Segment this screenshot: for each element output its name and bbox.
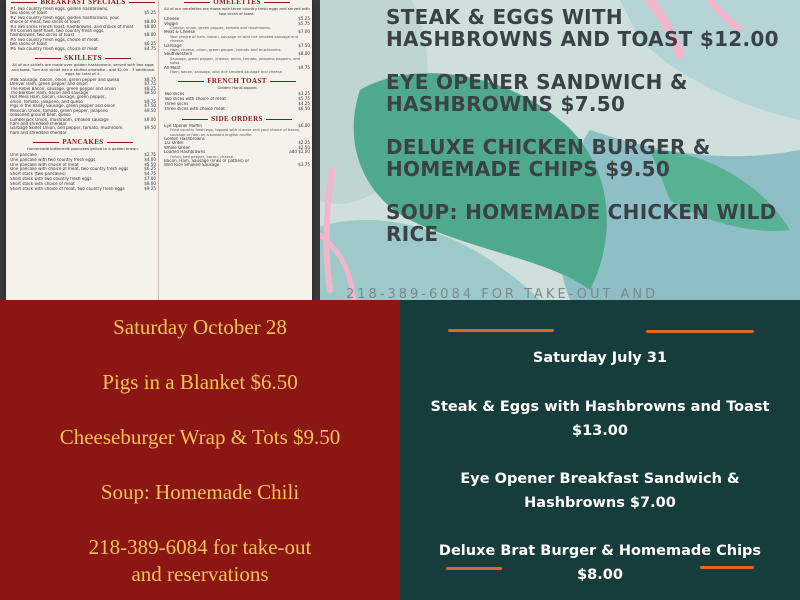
red-special-item: Cheeseburger Wrap & Tots $9.50 <box>59 425 341 449</box>
menu-item-price: $5.75 <box>298 95 310 101</box>
menu-item-name: Garbage <box>164 43 182 48</box>
pancakes-list <box>8 153 158 192</box>
menu-item-name: onion, tomato, jalapeno, and queso <box>10 99 83 104</box>
menu-item-price: $4.75 <box>144 45 156 51</box>
french-toast-heading: FRENCH TOAST <box>162 77 312 85</box>
orange-accent-line <box>448 329 554 332</box>
menu-item-row <box>162 107 312 112</box>
breakfast-specials-list <box>8 7 158 51</box>
menu-item-name: Short stack with choice of meat <box>10 182 75 187</box>
menu-item-name: Whole Order <box>164 145 190 150</box>
green-special-flyer <box>400 300 800 600</box>
menu-item-price: $9.50 <box>144 107 156 113</box>
menu-item-price: $9.50 <box>144 125 156 131</box>
menu-item-row <box>8 47 158 51</box>
menu-item-price: $7.00 <box>298 29 310 35</box>
menu-item-price: $7.50 <box>144 103 156 109</box>
menu-item-price: $6.00 <box>298 122 310 128</box>
pancakes-note: Homemade buttermilk pancakes grilled to a golden brown. <box>27 146 139 152</box>
menu-item-name: One pancake <box>10 152 37 157</box>
menu-item-name: seasoned ground beef, queso <box>10 113 71 118</box>
menu-item-price: $3.25 <box>298 91 310 97</box>
menu-item-price: $9.00 <box>144 116 156 122</box>
menu-item-name: Pigs in the Valley Sausage, green pepper and onion <box>10 104 116 109</box>
menu-item-price: $8.00 <box>298 51 310 57</box>
skillets-list <box>8 78 158 135</box>
menu-item-price: $5.25 <box>298 16 310 22</box>
menu-item-name: Short stack (two pancakes) <box>10 172 66 177</box>
menu-item-name: #1 Two country fresh eggs, golden hashbrowns, <box>10 7 109 11</box>
breakfast-specials-heading: BREAKFAST SPECIALS <box>8 0 158 6</box>
menu-item-name: One pancake with choice of meat, two country fresh eggs <box>10 167 129 172</box>
menu-item-description: Cheese, onion, green pepper, tomato and mushrooms. <box>170 26 272 30</box>
menu-right-column <box>162 0 312 300</box>
french-toast-note: Golden Hand-dipped <box>217 85 257 91</box>
menu-item-name: The Bomber Ham, bacon and sausage <box>10 91 89 96</box>
french-toast-list <box>162 92 312 112</box>
menu-item-name: Garbage Skillet Onion, bell pepper, tomato, mushroom, <box>10 126 124 131</box>
menu-item-description: Your choice of ham, bacon, sausage or wild rice smoked sausage and cheese. <box>170 34 298 44</box>
menu-item-price: $8.75 <box>144 76 156 82</box>
omelettes-note: All of our omelettes are made with three country fresh eggs and served with two slices of toast. <box>164 6 310 16</box>
menu-item-name: #2 Two country fresh eggs, golden hashbrowns, your <box>10 15 119 20</box>
menu-item-row <box>162 163 312 167</box>
menu-item-description: Ham, cheese, onion, green pepper, tomato and mushrooms. <box>170 48 282 53</box>
menu-item-name: Wild Rice Smoked Sausage <box>164 163 220 168</box>
menu-item-price: $4.25 <box>298 100 310 106</box>
menu-item-name: Two slices with choice of meat <box>164 96 226 101</box>
menu-item-price: $8.25 <box>144 85 156 91</box>
menu-item-price: $9.75 <box>298 64 310 70</box>
teal-special-item: SOUP: HOMEMADE CHICKEN WILD RICE <box>386 200 777 246</box>
menu-item-price: $8.00 <box>144 181 156 187</box>
menu-item-name: Three slices <box>164 101 189 106</box>
teal-special-items <box>386 6 786 266</box>
menu-item-name: hashbrowns, two slices of toast <box>10 33 75 38</box>
green-item-line: Deluxe Brat Burger & Homemade Chips <box>438 543 762 559</box>
menu-item-row <box>8 187 158 192</box>
red-contact-line: and reservations <box>131 562 269 586</box>
menu-item-price: add $2.00 <box>289 149 310 155</box>
menu-item-price: $5.25 <box>144 10 156 16</box>
menu-item-name: #6 Two country fresh eggs, choice of meat <box>10 46 98 51</box>
red-special-soup: Soup: Homemade Chili <box>100 480 300 504</box>
menu-item-name: 1/2 Order <box>164 141 184 146</box>
teal-phone-line: 218-389-6084 FOR TAKE-OUT AND <box>346 287 659 300</box>
skillets-heading: SKILLETS <box>8 54 158 62</box>
menu-item-name: #88 Sausage, bacon, onion, green pepper and queso <box>10 77 120 82</box>
green-special-date: Saturday July 31 <box>532 350 668 366</box>
menu-item-name: ham and shredded cheddar <box>10 130 67 135</box>
menu-item-name: #5 Two country fresh eggs, choice of meat, <box>10 37 100 42</box>
green-item-price: $8.00 <box>577 567 623 583</box>
menu-item-name: One pancake with choice of meat <box>10 162 79 167</box>
teal-special-item: DELUXE CHICKEN BURGER & HOMEMADE CHIPS $9.50 <box>386 135 711 181</box>
menu-item-name: Loaded Hashbrowns <box>164 150 206 155</box>
green-item-line: Eye Opener Breakfast Sandwich & <box>460 471 740 487</box>
orange-accent-line <box>646 330 754 333</box>
menu-item-description: Ham, bacon, sausage, wild rice smoked sausage and cheese. <box>170 70 284 75</box>
menu-item-price: $7.75 <box>144 81 156 87</box>
menu-item-description: Sausage, green pepper, cheese, onion, tomato, jalapeno peppers, and salsa. <box>170 56 301 66</box>
menu-item-name: two slices of toast <box>10 11 47 16</box>
menu-item-name: Southwestern <box>164 52 193 57</box>
pancakes-heading: PANCAKES <box>8 138 158 146</box>
menu-item-name: #3 Two slices French toast, hashbrowns, and choice of meat <box>10 24 134 29</box>
menu-item-name: Meat & Cheese <box>164 30 196 35</box>
menu-item-price: $7.50 <box>298 42 310 48</box>
menu-item-price: $4.75 <box>144 171 156 177</box>
menu-item-name: Short stack with choice of meat, two country fresh eggs <box>10 187 125 192</box>
menu-item-name: Eye Opener Muffin <box>164 123 202 128</box>
menu-left-column <box>8 0 158 300</box>
menu-item-price: $9.75 <box>144 98 156 104</box>
menu-item-price: $5.75 <box>298 20 310 26</box>
menu-item-name: All Meat <box>164 65 181 70</box>
menu-item-price: $5.50 <box>144 161 156 167</box>
skillets-note: All of our skillets are made over golden hashbrowns, served with two eggs and toast. Turn any skillet into a stuffed omelette - add $2.00 - 3 additional eggs for total of 4. <box>11 62 155 77</box>
teal-special-item: EYE OPENER SANDWICH & HASHBROWNS $7.50 <box>386 70 688 116</box>
green-special-item <box>400 395 800 443</box>
menu-item-name: #4 Corned beef hash, two country fresh eggs, <box>10 29 105 34</box>
menu-item-price: $4.00 <box>144 156 156 162</box>
omelettes-list <box>162 17 312 74</box>
menu-item-name: Two slices <box>164 92 185 97</box>
menu-item-name: Denver Ham, green pepper and onion <box>10 82 88 87</box>
menu-item-price: $7.00 <box>144 176 156 182</box>
green-item-price: $13.00 <box>572 423 628 439</box>
menu-item-row <box>8 131 158 135</box>
menu-page <box>6 0 312 300</box>
teal-special-item: STEAK & EGGS WITH HASHBROWNS AND TOAST $12.00 <box>386 5 779 51</box>
red-special-content <box>0 314 400 588</box>
menu-item-name: Short stack with two country fresh eggs <box>10 177 92 182</box>
menu-item-price: $2.75 <box>144 151 156 157</box>
menu-item-price: $8.00 <box>144 19 156 25</box>
menu-photo <box>0 0 320 300</box>
menu-item-name: Hot Mess Ham, bacon, sausage, green pepper, <box>10 95 106 100</box>
menu-item-name: One pancake with two country fresh eggs <box>10 157 96 162</box>
menu-item-name: ham and shredded cheddar <box>10 121 67 126</box>
menu-item-name: Golden Hashbrowns <box>164 136 205 141</box>
menu-item-price: $6.25 <box>144 166 156 172</box>
menu-item-price: $2.25 <box>298 140 310 146</box>
menu-item-price: $8.00 <box>144 23 156 29</box>
green-special-item <box>400 467 800 515</box>
menu-item-price: $6.25 <box>144 41 156 47</box>
green-item-price: Hashbrowns $7.00 <box>524 495 676 511</box>
menu-item-name: Veggie <box>164 21 178 26</box>
menu-item-description: Fried country fresh egg, topped with cheese and your choice of bacon, sausage or ham on a toasted english muffin. <box>170 128 301 137</box>
green-special-content <box>400 346 800 600</box>
menu-item-name: two slices of toast <box>10 42 47 47</box>
menu-item-price: $9.25 <box>144 186 156 192</box>
menu-item-price: $8.00 <box>144 32 156 38</box>
green-item-line: Steak & Eggs with Hashbrowns and Toast <box>430 399 770 415</box>
omelettes-heading: OMELETTES <box>162 0 312 6</box>
menu-item-price: $6.50 <box>298 105 310 111</box>
menu-column-divider <box>158 0 159 300</box>
menu-item-price: $3.75 <box>298 162 310 168</box>
menu-item-name: Cheese <box>164 17 180 22</box>
menu-item-name: Three slices with choice meat <box>164 106 225 111</box>
menu-item-name: Bacon, Ham, Sausage (links or patties) or <box>164 158 250 163</box>
side-orders-heading: SIDE ORDERS <box>162 115 312 123</box>
menu-item-name: Lumberjack Onion, mushroom, smoked sausage <box>10 117 109 122</box>
side-orders-list <box>162 124 312 168</box>
menu-item-description: Onion, bell pepper, bacon, cheese. <box>170 154 235 159</box>
teal-special-flyer <box>320 0 800 300</box>
red-contact-line: 218-389-6084 for take-out <box>88 535 312 559</box>
red-special-date: Saturday October 28 <box>113 315 287 339</box>
menu-item-name: Mexican Onion, tomato, green pepper, jalapeno <box>10 108 108 113</box>
menu-item-price: $8.50 <box>144 90 156 96</box>
red-special-item: Pigs in a Blanket $6.50 <box>102 370 298 394</box>
menu-item-name: choice of meat, two slices of toast <box>10 20 81 25</box>
menu-item-name: The Rebel Bacon, sausage, green pepper and onion <box>10 86 116 91</box>
menu-item-price: $2.50 <box>298 144 310 150</box>
red-special-contact <box>0 534 400 588</box>
green-special-item <box>400 539 800 587</box>
red-special-flyer <box>0 300 400 600</box>
